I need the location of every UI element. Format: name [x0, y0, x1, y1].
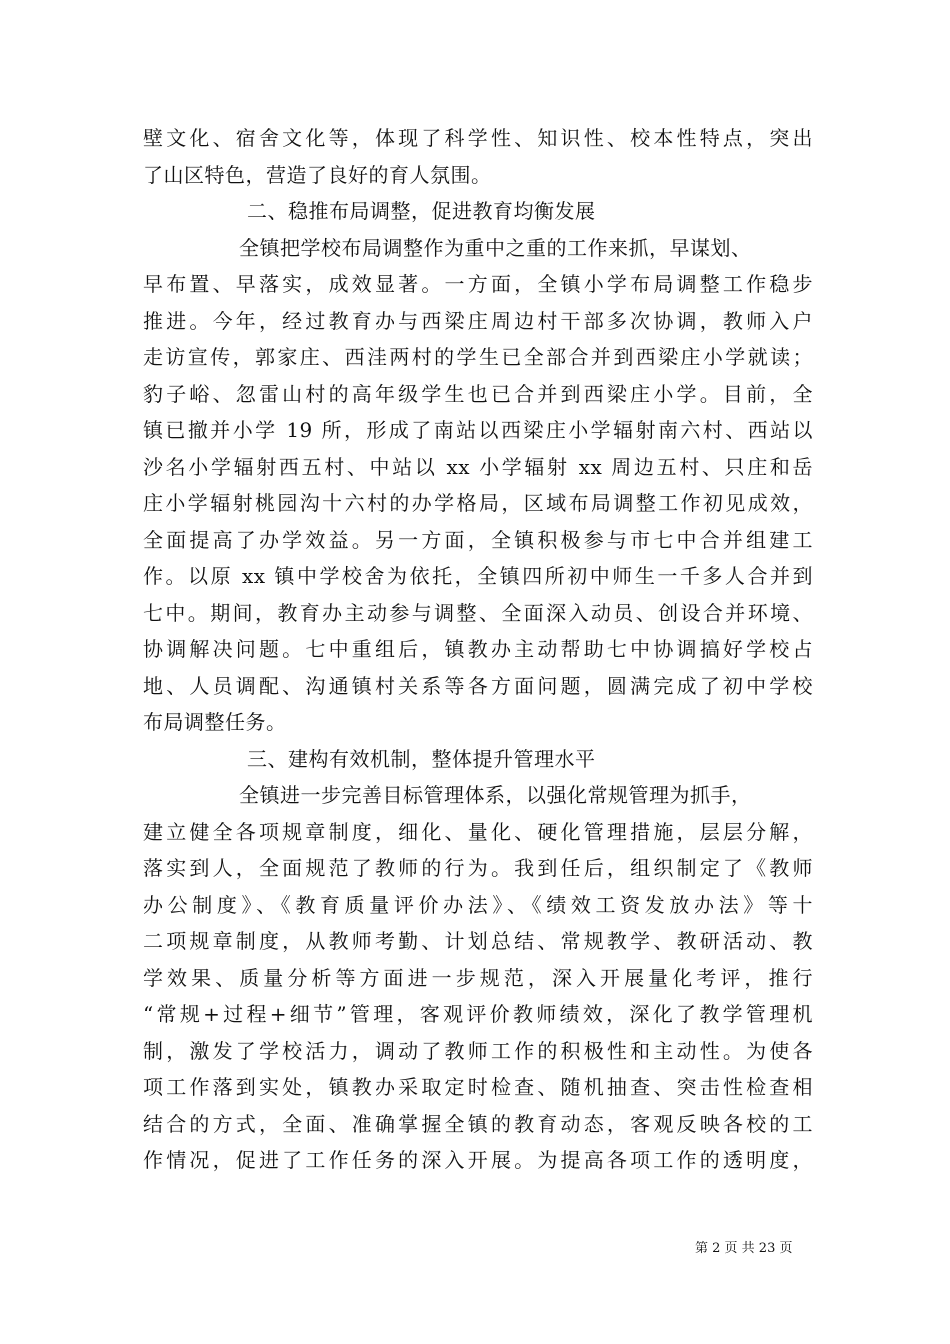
text-line: 七中。期间，教育办主动参与调整、全面深入动员、创设合并环境、 — [143, 600, 813, 625]
paragraph-first-line: 全镇把学校布局调整作为重中之重的工作来抓，早谋划、 — [239, 235, 752, 260]
text-line: 庄小学辐射桃园沟十六村的办学格局，区域布局调整工作初见成效， — [143, 491, 813, 515]
section-heading: 三、建构有效机制，整体提升管理水平 — [247, 746, 596, 771]
text-line: 沙名小学辐射西五村、中站以 xx 小学辐射 xx 周边五村、只庄和岳 — [143, 454, 813, 479]
text-line: 项工作落到实处，镇教办采取定时检查、随机抽查、突击性检查相 — [143, 1075, 813, 1099]
text-line: 作。以原 xx 镇中学校舍为依托，全镇四所初中师生一千多人合并到 — [143, 564, 813, 588]
text-line: 办公制度》、《教育质量评价办法》、《绩效工资发放办法》等十 — [143, 892, 813, 917]
text-line: 推进。今年，经过教育办与西梁庄周边村干部多次协调，教师入户 — [143, 308, 813, 333]
text-line: 壁文化、宿舍文化等，体现了科学性、知识性、校本性特点，突出 — [143, 126, 813, 150]
text-line: 协调解决问题。七中重组后，镇教办主动帮助七中协调搞好学校占 — [143, 637, 813, 661]
text-line: 豹子峪、忽雷山村的高年级学生也已合并到西梁庄小学。目前，全 — [143, 381, 813, 406]
paragraph-first-line: 全镇进一步完善目标管理体系，以强化常规管理为抓手， — [239, 783, 752, 807]
section-heading: 二、稳推布局调整，促进教育均衡发展 — [247, 199, 596, 223]
text-line: 镇已撤并小学 19 所，形成了南站以西梁庄小学辐射南六村、西站以 — [143, 418, 813, 442]
text-line: 走访宣传，郭家庄、西洼两村的学生已全部合并到西梁庄小学就读； — [143, 345, 813, 369]
text-line: 布局调整任务。 — [143, 710, 287, 734]
text-line: 全面提高了办学效益。另一方面，全镇积极参与市七中合并组建工 — [143, 527, 813, 552]
text-line: 学效果、质量分析等方面进一步规范，深入开展量化考评，推行 — [143, 965, 813, 990]
page-number-footer: 第 2 页 共 23 页 — [695, 1241, 793, 1256]
text-line: 结合的方式，全面、准确掌握全镇的教育动态，客观反映各校的工 — [143, 1111, 813, 1136]
body-text — [143, 120, 813, 1179]
text-line: 制，激发了学校活力，调动了教师工作的积极性和主动性。为使各 — [143, 1038, 813, 1063]
text-line: 地、人员调配、沟通镇村关系等各方面问题，圆满完成了初中学校 — [143, 673, 813, 698]
text-line: 建立健全各项规章制度，细化、量化、硬化管理措施，层层分解， — [143, 819, 813, 844]
text-line: 作情况，促进了工作任务的深入开展。为提高各项工作的透明度， — [143, 1148, 813, 1172]
text-line: 落实到人，全面规范了教师的行为。我到任后，组织制定了《教师 — [143, 856, 813, 880]
text-line: 了山区特色，营造了良好的育人氛围。 — [143, 162, 492, 187]
text-line: 早布置、早落实，成效显著。一方面，全镇小学布局调整工作稳步 — [143, 272, 813, 296]
text-line: 二项规章制度，从教师考勤、计划总结、常规教学、教研活动、教 — [143, 929, 813, 953]
text-line: “常规+过程+细节”管理，客观评价教师绩效，深化了教学管理机 — [143, 1002, 813, 1026]
